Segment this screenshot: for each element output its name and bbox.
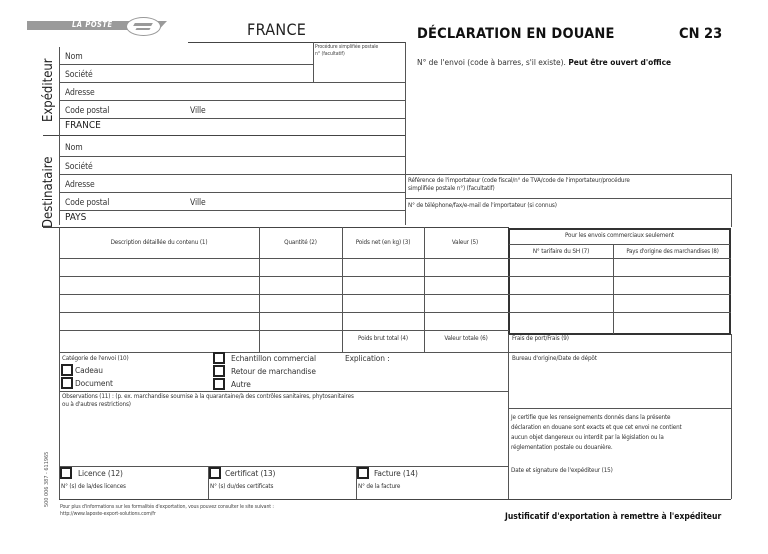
sender-city-label: Ville	[190, 106, 206, 116]
certificate-number-label: N° (s) du/des certificats	[210, 483, 274, 490]
observations-field[interactable]	[60, 410, 508, 466]
recipient-postal-code-label: Code postal	[65, 198, 110, 208]
signature-label: Date et signature de l'expéditeur (15)	[511, 467, 613, 474]
commercial-sample-checkbox[interactable]	[213, 352, 225, 364]
licence-checkbox[interactable]	[60, 467, 72, 479]
shipping-fees-label: Frais de port/Frais (9)	[512, 335, 569, 342]
export-proof-notice: Justificatif d'exportation à remettre à l'expéditeur	[505, 512, 722, 522]
licence-number-label: N° (s) de la/des licences	[61, 483, 126, 490]
licence-label: Licence (12)	[78, 468, 123, 478]
explanation-label: Explication :	[345, 353, 390, 363]
recipient-country-value: PAYS	[65, 212, 87, 223]
certification-text: Je certifie que les renseignements donnés dans la présente déclaration en douane sont exacts et que cet envoi ne contient aucun objet dangereux ou interdit par la législation ou la réglementation postale ou douanière.	[511, 414, 682, 451]
la-poste-logo	[27, 17, 175, 37]
gift-checkbox[interactable]	[61, 364, 73, 376]
recipient-address-label: Adresse	[65, 180, 95, 190]
invoice-checkbox[interactable]	[357, 467, 369, 479]
document-label: Document	[75, 378, 113, 388]
sender-company-label: Société	[65, 70, 93, 80]
recipient-name-label: Nom	[65, 143, 83, 153]
office-origin-date-label: Bureau d'origine/Date de dépôt	[512, 355, 597, 362]
simplified-procedure-label: Procédure simplifiée postale n° (facultatif)	[315, 44, 379, 57]
certificate-checkbox[interactable]	[209, 467, 221, 479]
recipient-section-label: Destinataire	[41, 156, 56, 228]
category-label: Catégorie de l'envoi (10)	[62, 355, 129, 362]
certificate-label: Certificat (13)	[225, 468, 276, 478]
brand-name: LA POSTE	[72, 20, 113, 29]
header-net-weight: Poids net (en kg) (3)	[355, 239, 411, 246]
total-value-label: Valeur totale (6)	[444, 335, 488, 342]
footer-info: Pour plus d'informations sur les formalités d'exportation, vous pouvez consulter le site suivant : http://www.laposte-export-solutions.com/fr	[60, 504, 274, 517]
returned-goods-checkbox[interactable]	[213, 365, 225, 377]
page-title: DÉCLARATION EN DOUANE	[417, 26, 615, 42]
invoice-number-label: N° de la facture	[358, 483, 401, 490]
sender-country-value: FRANCE	[65, 120, 101, 131]
table-row[interactable]	[60, 295, 508, 312]
form-reference: 500 006 387 - 611965	[44, 451, 50, 507]
header-quantity: Quantité (2)	[284, 239, 317, 246]
form-code: CN 23	[679, 26, 723, 42]
header-commercial-group: Pour les envois commerciaux seulement	[565, 232, 674, 239]
invoice-label: Facture (14)	[374, 468, 418, 478]
bird-icon	[126, 17, 161, 36]
shipment-number-label: N° de l'envoi (code à barres, s'il existe). Peut être ouvert d'office	[417, 57, 672, 67]
gift-label: Cadeau	[75, 365, 103, 375]
sender-section-label: Expéditeur	[41, 58, 56, 122]
may-be-opened-notice: Peut être ouvert d'office	[568, 57, 672, 67]
commercial-sample-label: Echantillon commercial	[231, 353, 316, 363]
header-value: Valeur (5)	[451, 239, 479, 246]
recipient-company-label: Société	[65, 162, 93, 172]
recipient-city-label: Ville	[190, 198, 206, 208]
sender-postal-code-label: Code postal	[65, 106, 110, 116]
header-hs-tariff: N° tarifaire du SH (7)	[532, 248, 590, 255]
importer-contact-label: N° de téléphone/fax/e-mail de l'importateur (si connus)	[408, 202, 557, 209]
other-label: Autre	[231, 379, 251, 389]
table-row[interactable]	[60, 313, 508, 330]
observations-label: Observations (11) : (p. ex. marchandise soumise à la quarantaine/à des contrôles sanitaires, phytosanitaires ou à d'autres restrictions)	[62, 393, 354, 408]
header-description: Description détaillée du contenu (1)	[110, 239, 208, 246]
other-checkbox[interactable]	[213, 378, 225, 390]
table-row[interactable]	[60, 277, 508, 294]
country-heading: FRANCE	[247, 20, 307, 39]
sender-name-label: Nom	[65, 52, 83, 62]
signature-field[interactable]	[510, 477, 730, 497]
importer-reference-label: Référence de l'importateur (code fiscal/n° de TVA/code de l'importateur/procédure simplifiée postale n°) (facultatif)	[408, 177, 630, 192]
returned-goods-label: Retour de marchandise	[231, 366, 316, 376]
sender-address-label: Adresse	[65, 88, 95, 98]
total-gross-weight-label: Poids brut total (4)	[358, 335, 408, 342]
document-checkbox[interactable]	[61, 377, 73, 389]
table-row[interactable]	[60, 259, 508, 276]
header-origin-country: Pays d'origine des marchandises (8)	[626, 248, 719, 255]
